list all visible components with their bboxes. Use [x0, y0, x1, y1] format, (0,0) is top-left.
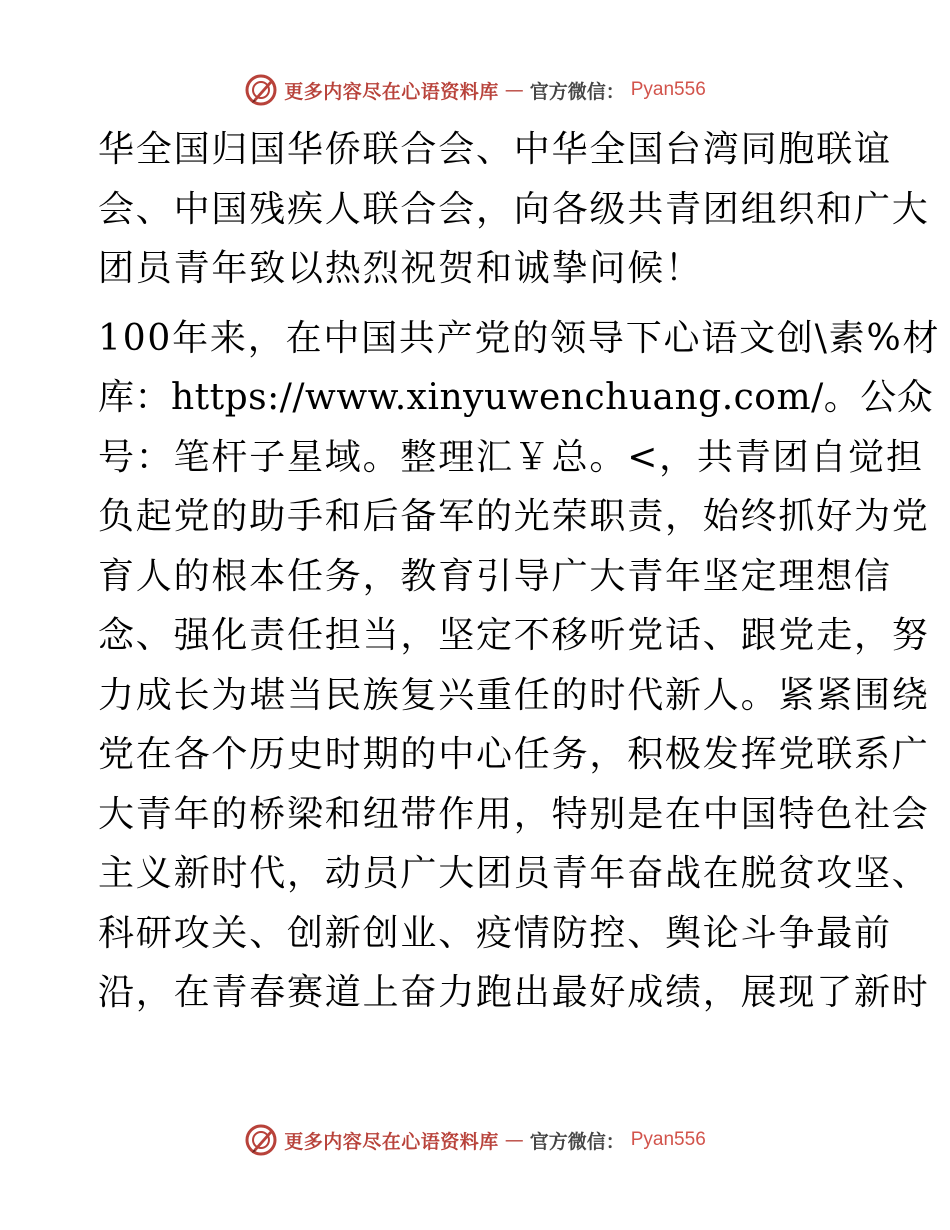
header-wechat-id: Pyan556 — [630, 79, 706, 100]
footer-wechat-label: 官方微信： — [529, 1130, 625, 1153]
text-line-url: 库：https://www.xinyuwenchuang.com/。公众 — [98, 377, 934, 418]
text-line: 团员青年致以热烈祝贺和诚挚问候！ — [98, 248, 703, 289]
header-wechat-label: 官方微信： — [529, 80, 625, 103]
text-line: 号：笔杆子星域。整理汇￥总。<，共青团自觉担 — [98, 436, 924, 478]
logo-icon — [244, 1123, 278, 1157]
header-dash: — — [504, 79, 524, 101]
text-line: 沿，在青春赛道上奋力跑出最好成绩，展现了新时 — [98, 972, 930, 1013]
header-site-text: 更多内容尽在心语资料库 — [284, 80, 499, 103]
text-line: 100年来，在中国共产党的领导下心语文创\素%材 — [98, 317, 941, 359]
logo-icon — [244, 73, 278, 107]
text-line: 党在各个历史时期的中心任务，积极发挥党联系广 — [98, 734, 930, 775]
document-body — [98, 120, 941, 1023]
footer-site-text: 更多内容尽在心语资料库 — [284, 1130, 499, 1153]
paragraph-1 — [98, 120, 930, 299]
text-line: 会、中国残疾人联合会，向各级共青团组织和广大 — [98, 188, 930, 230]
footer-wechat-id: Pyan556 — [630, 1129, 706, 1150]
text-line: 主义新时代，动员广大团员青年奋战在脱贫攻坚、 — [98, 853, 930, 894]
paragraph-2 — [98, 309, 941, 1023]
text-line: 负起党的助手和后备军的光荣职责，始终抓好为党 — [98, 496, 930, 537]
text-line: 力成长为堪当民族复兴重任的时代新人。紧紧围绕 — [98, 674, 930, 716]
text-line: 大青年的桥梁和纽带作用，特别是在中国特色社会 — [98, 793, 930, 835]
text-line: 科研攻关、创新创业、疫情防控、舆论斗争最前 — [98, 912, 892, 954]
header-banner — [0, 70, 950, 110]
text-line: 华全国归国华侨联合会、中华全国台湾同胞联谊 — [98, 129, 892, 170]
text-line: 念、强化责任担当，坚定不移听党话、跟党走，努 — [98, 615, 930, 656]
text-line: 育人的根本任务，教育引导广大青年坚定理想信 — [98, 555, 892, 597]
footer-dash: — — [504, 1129, 524, 1151]
footer-banner — [0, 1120, 950, 1160]
